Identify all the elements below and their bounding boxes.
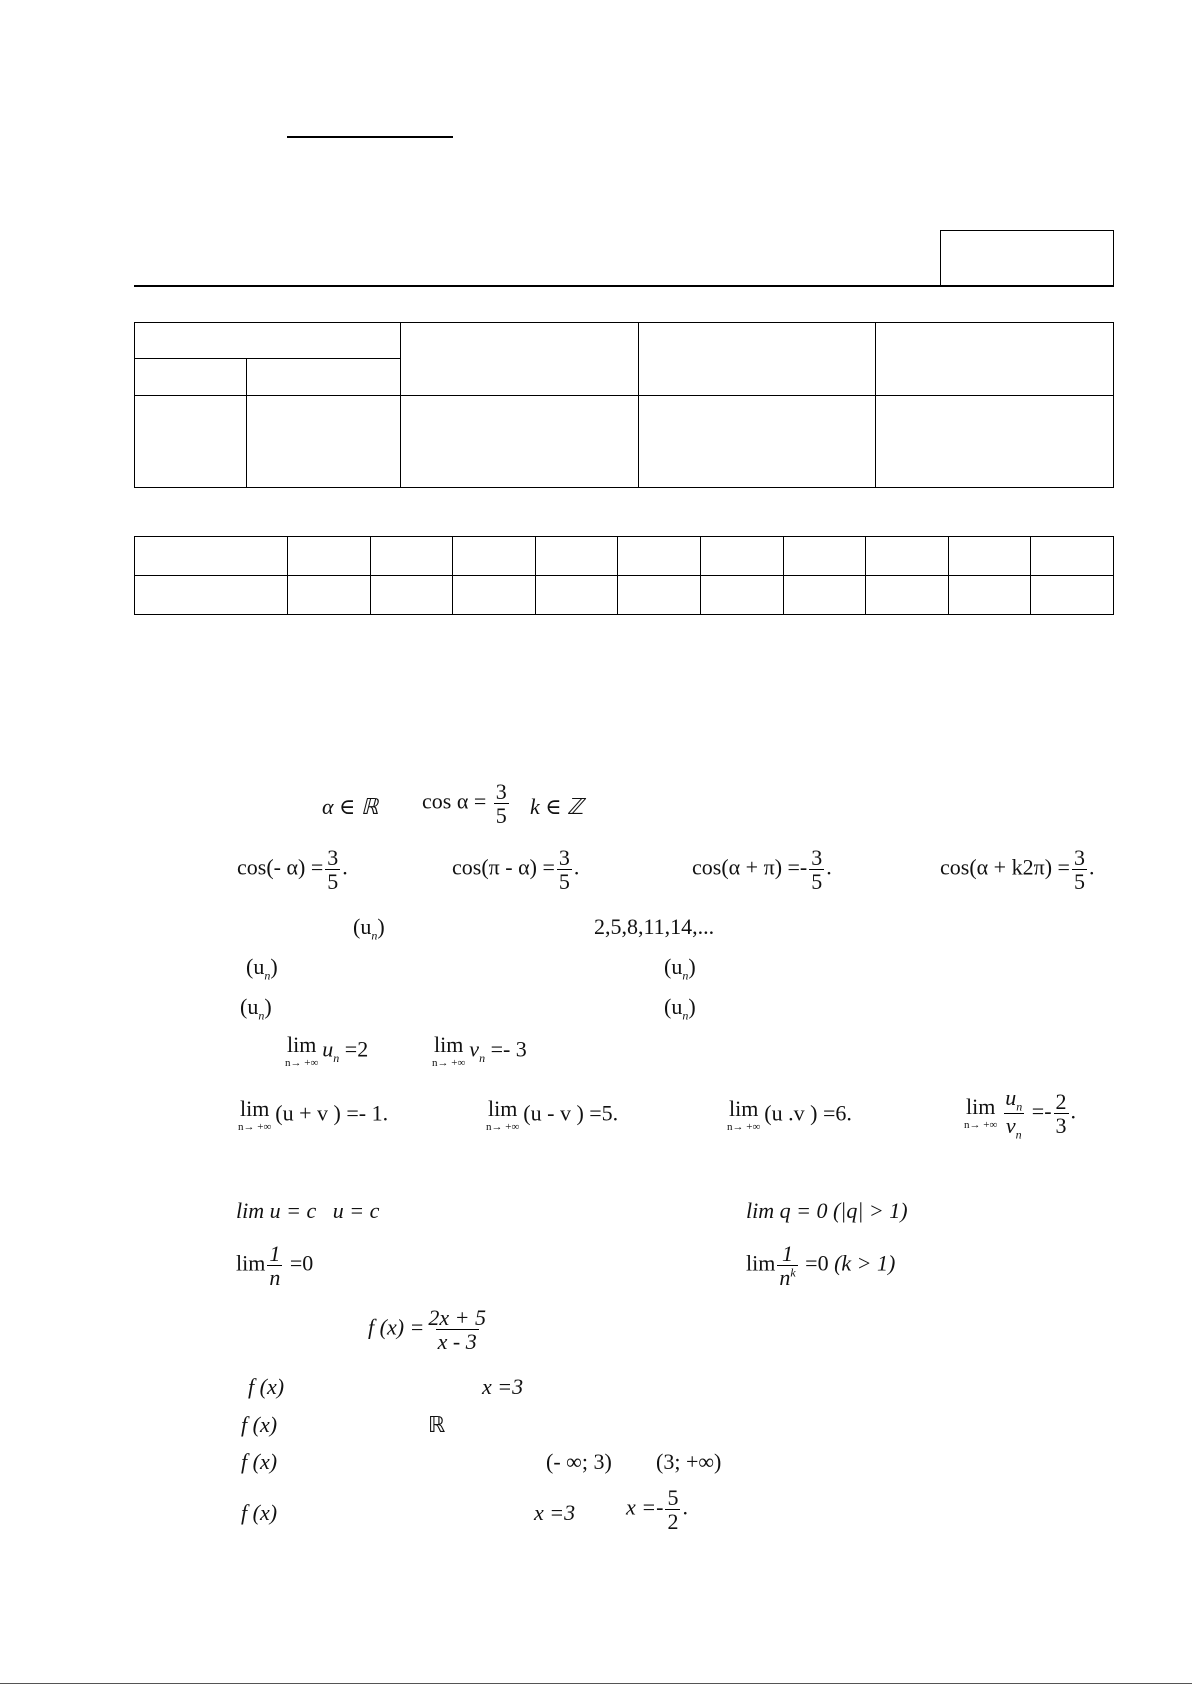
q5-option-c-val1[interactable]: (- ∞; 3) <box>546 1449 612 1474</box>
q5-option-a-f: f (x) <box>248 1374 285 1399</box>
q2-seq-sub: n <box>371 928 378 943</box>
answer-grid-cell <box>535 576 618 615</box>
q3-c-text: (u .v ) =6. <box>764 1100 852 1126</box>
q4-b-text: lim q = 0 <box>746 1198 828 1223</box>
exam-code-box <box>940 230 1114 286</box>
q5-option-c-val2[interactable]: (3; +∞) <box>656 1449 722 1474</box>
q3-b-lim-sub: n→ +∞ <box>486 1121 520 1133</box>
score-table <box>134 322 1114 488</box>
answer-grid-cell <box>135 537 288 576</box>
q1-c-den: 5 <box>811 869 823 895</box>
q3-option-a[interactable] <box>238 1098 388 1133</box>
name-underline <box>287 136 453 138</box>
q3-b-lim <box>486 1098 519 1133</box>
q3-d-val: =- <box>1031 1098 1052 1124</box>
answer-grid-cell <box>370 537 453 576</box>
answer-grid-cell <box>453 576 536 615</box>
q3-a-lim-sub: n→ +∞ <box>238 1121 272 1133</box>
q3-lim-u <box>285 1034 368 1069</box>
q3-option-d[interactable]: lim n→ +∞ $\frac{u_n}{v_n}$ =- $\frac{2}{3}$ . <box>964 1085 1077 1142</box>
answer-grid-cell <box>948 537 1031 576</box>
q3-c-lim <box>727 1098 760 1133</box>
q4-d-val: =0 <box>805 1250 829 1276</box>
q3-d-v <box>1004 1113 1024 1141</box>
q2-option-d[interactable] <box>664 996 696 1021</box>
q4-d-frac <box>777 1242 797 1289</box>
q3-d-u <box>1003 1086 1024 1113</box>
q3-u-sub: n <box>333 1050 340 1065</box>
score-table-cell <box>876 323 1114 396</box>
q4-a-text: lim u = c <box>236 1198 317 1223</box>
q3-lim-word-2: lim <box>433 1032 464 1057</box>
answer-grid-cell <box>783 537 866 576</box>
q2-c-close: ) <box>264 994 272 1019</box>
q2-d-close: ) <box>688 994 696 1019</box>
q3-lim-v <box>432 1034 527 1069</box>
answer-grid-cell <box>135 576 288 615</box>
q1-option-b[interactable]: cos(π - α) = $\frac{3}{5}$ . <box>452 845 580 895</box>
q3-d-v-sub: n <box>1015 1127 1022 1142</box>
q3-lim-sub: n→ +∞ <box>285 1057 319 1069</box>
answer-grid-cell <box>535 537 618 576</box>
q2-b-close: ) <box>688 954 696 979</box>
q3-d-u-text: u <box>1005 1085 1017 1110</box>
answer-grid-cell <box>618 537 701 576</box>
score-table-cell <box>638 323 876 396</box>
q2-option-b[interactable] <box>664 956 696 981</box>
q1-den: 5 <box>495 803 507 829</box>
q2-seq-text: (u <box>353 914 372 939</box>
q3-lim-v-op <box>432 1034 465 1069</box>
answer-grid-cell <box>288 537 371 576</box>
q4-a2-text: u = c <box>332 1198 380 1223</box>
q1-cos-text: cos α = <box>422 788 487 814</box>
q1-num: 3 <box>495 779 507 804</box>
q2-a-text: (u <box>246 954 265 979</box>
q1-d-den: 5 <box>1073 869 1085 895</box>
header-rule <box>134 285 1114 287</box>
q1-b-frac <box>557 846 572 893</box>
q1-fraction <box>494 780 509 827</box>
q3-d-lim-sub: n→ +∞ <box>964 1118 998 1131</box>
answer-grid-cell <box>618 576 701 615</box>
q1-d-num: 3 <box>1073 845 1085 870</box>
answer-grid-cell <box>1031 576 1114 615</box>
score-table-cell <box>876 396 1114 488</box>
q1-a-lhs: cos(- α) = <box>237 854 324 880</box>
q4-option-c[interactable]: lim $\frac{1}{n}$ =0 <box>236 1241 314 1291</box>
q3-d-v-text: v <box>1005 1112 1016 1138</box>
q4-option-d[interactable]: lim $\frac{1}{n^k}$ =0 (k > 1) <box>746 1241 896 1291</box>
q4-d-cond: (k > 1) <box>834 1250 896 1276</box>
q4-d-den: $n^k$ <box>779 1265 796 1291</box>
q3-v: v <box>469 1036 480 1062</box>
q1-k: k ∈ ℤ <box>530 794 584 819</box>
q3-v-val: =- 3 <box>490 1036 527 1062</box>
q1-d-lhs: cos(α + k2π) = <box>940 854 1070 880</box>
q2-a-close: ) <box>270 954 278 979</box>
answer-grid-cell <box>700 537 783 576</box>
q3-d-frac <box>1054 1090 1069 1137</box>
q3-d-den: 3 <box>1055 1112 1067 1138</box>
q4-c-den: n <box>269 1265 281 1291</box>
q1-option-c[interactable]: cos(α + π) =- $\frac{3}{5}$ . <box>692 845 832 895</box>
q1-d-frac <box>1072 846 1087 893</box>
score-table-cell <box>247 396 401 488</box>
q5-option-b-val[interactable]: ℝ <box>428 1412 446 1437</box>
q3-b-text: (u - v ) =5. <box>523 1100 619 1126</box>
score-table-cell <box>247 359 401 396</box>
q1-a-frac <box>325 846 340 893</box>
q2-seq-close: ) <box>377 914 385 939</box>
q3-d-lim-word: lim <box>965 1093 996 1119</box>
q3-lim-word: lim <box>286 1032 317 1057</box>
q3-lim-u-op <box>285 1034 318 1069</box>
q2-b-sub: n <box>682 968 689 983</box>
score-table-cell <box>135 323 401 359</box>
q2-c-sub: n <box>258 1008 265 1023</box>
answer-grid-cell <box>370 576 453 615</box>
answer-grid-cell <box>866 576 949 615</box>
q2-option-c[interactable] <box>240 996 272 1021</box>
q1-option-d[interactable]: cos(α + k2π) = $\frac{3}{5}$ . <box>940 845 1095 895</box>
q5-frac <box>426 1306 488 1353</box>
q1-b-num: 3 <box>558 845 570 870</box>
score-table-cell <box>401 396 639 488</box>
q5-option-b-f: f (x) <box>241 1412 278 1437</box>
answer-grid-cell <box>1031 537 1114 576</box>
q1-c-num: 3 <box>811 845 823 870</box>
q1-b-den: 5 <box>558 869 570 895</box>
q5-den: x - 3 <box>437 1329 477 1355</box>
q3-option-b[interactable] <box>486 1098 618 1133</box>
q1-option-a[interactable]: cos(- α) = $\frac{3}{5}$ . <box>237 845 348 895</box>
q2-seq <box>353 916 385 941</box>
q5-option-d-val2[interactable]: x =- $\frac{5}{2}$ . <box>626 1485 688 1535</box>
q3-c-lim-word: lim <box>728 1096 759 1121</box>
q1-b-lhs: cos(π - α) = <box>452 854 555 880</box>
q2-d-text: (u <box>664 994 683 1019</box>
q3-a-lim <box>238 1098 271 1133</box>
q2-c-text: (u <box>240 994 259 1019</box>
q5-option-a-val[interactable]: x =3 <box>482 1374 524 1399</box>
q3-b-lim-word: lim <box>487 1096 518 1121</box>
answer-grid-cell <box>948 576 1031 615</box>
q3-d-lim <box>964 1093 998 1131</box>
q1-alpha: α ∈ ℝ <box>322 794 379 819</box>
q3-v-sub: n <box>479 1050 486 1065</box>
q2-a-sub: n <box>264 968 271 983</box>
answer-grid-cell <box>453 537 536 576</box>
q3-c-lim-sub: n→ +∞ <box>727 1121 761 1133</box>
q5-f: f (x) = <box>368 1314 425 1340</box>
q3-a-text: (u + v ) =- 1. <box>275 1100 389 1126</box>
q2-b-text: (u <box>664 954 683 979</box>
q2-option-a[interactable] <box>246 956 278 981</box>
q4-b-cond: (|q| > 1) <box>832 1198 908 1223</box>
answer-grid-cell <box>866 537 949 576</box>
q4-c-num: 1 <box>269 1241 281 1266</box>
q3-u: u <box>322 1036 334 1062</box>
score-table-cell <box>135 359 247 396</box>
q5-d-val2-text: x =- <box>626 1494 664 1520</box>
score-table-cell <box>638 396 876 488</box>
q3-d-num: 2 <box>1055 1088 1067 1114</box>
score-table-cell <box>135 396 247 488</box>
q3-u-val: =2 <box>344 1036 369 1062</box>
answer-grid-cell <box>700 576 783 615</box>
q4-option-b[interactable] <box>746 1200 908 1222</box>
q4-d-num: 1 <box>782 1241 793 1266</box>
q3-option-c[interactable] <box>727 1098 852 1133</box>
q1-cos <box>422 780 511 827</box>
q4-option-a[interactable] <box>236 1200 379 1222</box>
q4-c-frac <box>267 1242 282 1289</box>
q5-option-d-val1[interactable]: x =3 <box>534 1500 576 1525</box>
answer-grid-cell <box>783 576 866 615</box>
q5-num: 2x + 5 <box>428 1305 486 1330</box>
q2-terms: 2,5,8,11,14,... <box>594 914 715 939</box>
q5-d-num: 5 <box>667 1485 679 1510</box>
q1-c-lhs: cos(α + π) =- <box>692 854 808 880</box>
q3-d-u-sub: n <box>1016 1099 1023 1114</box>
q3-a-lim-word: lim <box>239 1096 270 1121</box>
q1-c-frac <box>809 846 824 893</box>
q1-a-den: 5 <box>327 869 339 895</box>
q2-d-sub: n <box>682 1008 689 1023</box>
q5-option-c-f: f (x) <box>241 1449 278 1474</box>
q3-d-uv <box>1003 1086 1024 1141</box>
q4-c-val: =0 <box>289 1250 314 1276</box>
q5-option-d-f: f (x) <box>241 1500 278 1525</box>
answer-grid <box>134 536 1114 615</box>
answer-grid-cell <box>288 576 371 615</box>
q1-a-num: 3 <box>327 845 339 870</box>
q5-d-frac <box>665 1486 680 1533</box>
score-table-cell <box>401 323 639 396</box>
q3-lim-sub-2: n→ +∞ <box>432 1057 466 1069</box>
q5-function <box>368 1306 490 1353</box>
q5-d-den: 2 <box>667 1509 679 1535</box>
footer-rule <box>0 1683 1192 1684</box>
